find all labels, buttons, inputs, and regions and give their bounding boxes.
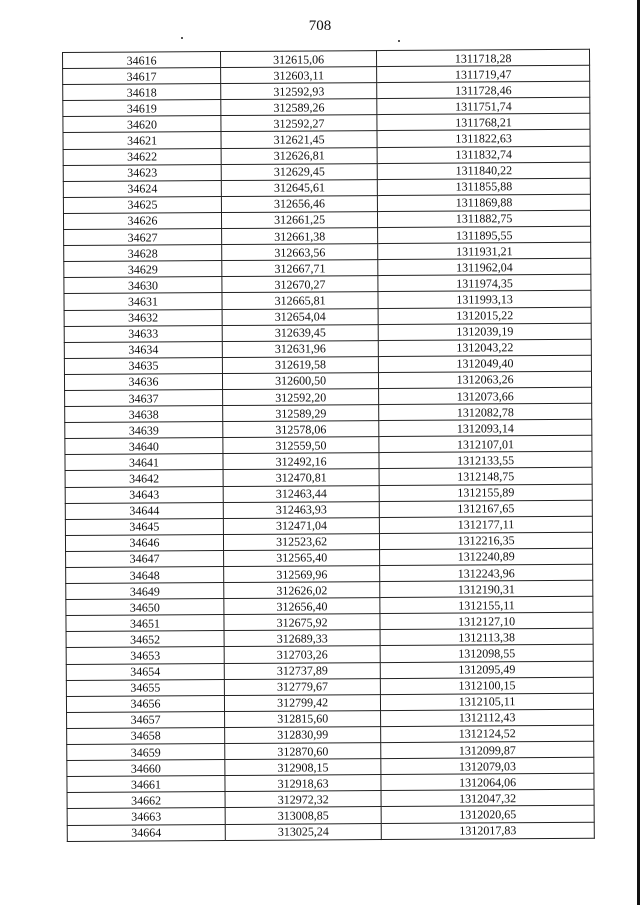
x-coordinate-cell: 312626,81	[221, 147, 377, 164]
y-coordinate-cell: 1311822,63	[377, 130, 590, 147]
x-coordinate-cell: 312670,27	[222, 276, 378, 293]
point-number-cell: 34623	[63, 164, 221, 181]
x-coordinate-cell: 312830,99	[225, 727, 381, 744]
point-number-cell: 34651	[66, 615, 224, 632]
point-number-cell: 34655	[66, 679, 224, 696]
x-coordinate-cell: 312631,96	[222, 340, 378, 357]
point-number-cell: 34658	[67, 727, 225, 744]
y-coordinate-cell: 1311751,74	[377, 98, 590, 115]
x-coordinate-cell: 312908,15	[225, 759, 381, 776]
y-coordinate-cell: 1312216,35	[380, 532, 593, 549]
x-coordinate-cell: 312663,56	[222, 244, 378, 261]
x-coordinate-cell: 313008,85	[225, 807, 381, 824]
point-number-cell: 34617	[63, 68, 221, 85]
x-coordinate-cell: 312629,45	[221, 163, 377, 180]
y-coordinate-cell: 1312107,01	[379, 436, 592, 453]
point-number-cell: 34629	[64, 261, 222, 278]
x-coordinate-cell: 312589,26	[221, 99, 377, 116]
point-number-cell: 34624	[63, 180, 221, 197]
point-number-cell: 34641	[65, 454, 223, 471]
page-number: 708	[308, 18, 332, 34]
point-number-cell: 34632	[64, 309, 222, 326]
point-number-cell: 34635	[64, 357, 222, 374]
point-number-cell: 34649	[66, 583, 224, 600]
y-coordinate-cell: 1312064,06	[381, 773, 594, 790]
point-number-cell: 34642	[65, 470, 223, 487]
y-coordinate-cell: 1312093,14	[379, 419, 592, 436]
point-number-cell: 34627	[64, 229, 222, 246]
y-coordinate-cell: 1311962,04	[378, 258, 591, 275]
x-coordinate-cell: 312463,44	[223, 485, 379, 502]
x-coordinate-cell: 312569,96	[224, 566, 380, 583]
y-coordinate-cell: 1311855,88	[377, 178, 590, 195]
y-coordinate-cell: 1311895,55	[378, 226, 591, 243]
x-coordinate-cell: 312463,93	[223, 501, 379, 518]
x-coordinate-cell: 312619,58	[222, 356, 378, 373]
point-number-cell: 34633	[64, 325, 222, 342]
y-coordinate-cell: 1312167,65	[379, 500, 592, 517]
y-coordinate-cell: 1312017,83	[381, 822, 594, 839]
y-coordinate-cell: 1312113,38	[380, 629, 593, 646]
y-coordinate-cell: 1311882,75	[378, 210, 591, 227]
x-coordinate-cell: 312779,67	[224, 678, 380, 695]
point-number-cell: 34652	[66, 631, 224, 648]
y-coordinate-cell: 1311840,22	[377, 162, 590, 179]
x-coordinate-cell: 312470,81	[223, 469, 379, 486]
point-number-cell: 34661	[67, 776, 225, 793]
point-number-cell: 34630	[64, 277, 222, 294]
y-coordinate-cell: 1311718,28	[377, 49, 590, 66]
y-coordinate-cell: 1311719,47	[377, 65, 590, 82]
x-coordinate-cell: 312615,06	[221, 51, 377, 68]
point-number-cell: 34621	[63, 132, 221, 149]
x-coordinate-cell: 312589,29	[223, 405, 379, 422]
point-number-cell: 34636	[64, 373, 222, 390]
x-coordinate-cell: 312592,20	[223, 389, 379, 406]
point-number-cell: 34619	[63, 100, 221, 117]
point-number-cell: 34631	[64, 293, 222, 310]
point-number-cell: 34660	[67, 760, 225, 777]
y-coordinate-cell: 1312155,89	[379, 484, 592, 501]
x-coordinate-cell: 312645,61	[221, 179, 377, 196]
y-coordinate-cell: 1312020,65	[381, 806, 594, 823]
x-coordinate-cell: 312592,27	[221, 115, 377, 132]
x-coordinate-cell: 312471,04	[223, 517, 379, 534]
x-coordinate-cell: 312559,50	[223, 437, 379, 454]
x-coordinate-cell: 312654,04	[222, 308, 378, 325]
x-coordinate-cell: 312799,42	[224, 694, 380, 711]
y-coordinate-cell: 1312105,11	[381, 693, 594, 710]
coordinates-table-body	[63, 49, 595, 841]
point-number-cell: 34653	[66, 647, 224, 664]
point-number-cell: 34626	[63, 212, 221, 229]
y-coordinate-cell: 1312079,03	[381, 757, 594, 774]
point-number-cell: 34645	[65, 518, 223, 535]
x-coordinate-cell: 312603,11	[221, 67, 377, 84]
x-coordinate-cell: 312661,25	[221, 212, 377, 229]
x-coordinate-cell: 312972,32	[225, 791, 381, 808]
y-coordinate-cell: 1311832,74	[377, 146, 590, 163]
x-coordinate-cell: 312592,93	[221, 83, 377, 100]
point-number-cell: 34643	[65, 486, 223, 503]
point-number-cell: 34618	[63, 84, 221, 101]
x-coordinate-cell: 312656,46	[221, 195, 377, 212]
y-coordinate-cell: 1311931,21	[378, 242, 591, 259]
point-number-cell: 34663	[67, 808, 225, 825]
point-number-cell: 34620	[63, 116, 221, 133]
y-coordinate-cell: 1312127,10	[380, 613, 593, 630]
y-coordinate-cell: 1312190,31	[380, 580, 593, 597]
y-coordinate-cell: 1312148,75	[379, 468, 592, 485]
y-coordinate-cell: 1312243,96	[380, 564, 593, 581]
x-coordinate-cell: 312661,38	[222, 228, 378, 245]
y-coordinate-cell: 1311974,35	[378, 275, 591, 292]
scan-speck	[398, 40, 400, 42]
x-coordinate-cell: 312689,33	[224, 630, 380, 647]
y-coordinate-cell: 1312047,32	[381, 790, 594, 807]
y-coordinate-cell: 1312124,52	[381, 725, 594, 742]
y-coordinate-cell: 1312082,78	[379, 403, 592, 420]
x-coordinate-cell: 312656,40	[224, 598, 380, 615]
y-coordinate-cell: 1311993,13	[378, 291, 591, 308]
y-coordinate-cell: 1312043,22	[378, 339, 591, 356]
point-number-cell: 34648	[66, 567, 224, 584]
point-number-cell: 34647	[66, 550, 224, 567]
x-coordinate-cell: 312621,45	[221, 131, 377, 148]
x-coordinate-cell: 312523,62	[223, 533, 379, 550]
point-number-cell: 34662	[67, 792, 225, 809]
y-coordinate-cell: 1312049,40	[379, 355, 592, 372]
y-coordinate-cell: 1312073,66	[379, 387, 592, 404]
point-number-cell: 34622	[63, 148, 221, 165]
y-coordinate-cell: 1312098,55	[380, 645, 593, 662]
x-coordinate-cell: 312737,89	[224, 662, 380, 679]
x-coordinate-cell: 312667,71	[222, 260, 378, 277]
x-coordinate-cell: 312626,02	[224, 582, 380, 599]
y-coordinate-cell: 1312155,11	[380, 596, 593, 613]
point-number-cell: 34657	[67, 711, 225, 728]
y-coordinate-cell: 1312039,19	[378, 323, 591, 340]
point-number-cell: 34646	[65, 534, 223, 551]
x-coordinate-cell: 312492,16	[223, 453, 379, 470]
point-number-cell: 34625	[63, 196, 221, 213]
point-number-cell: 34644	[65, 502, 223, 519]
x-coordinate-cell: 312870,60	[225, 743, 381, 760]
coordinates-table	[62, 49, 595, 842]
y-coordinate-cell: 1312177,11	[380, 516, 593, 533]
point-number-cell: 34640	[65, 438, 223, 455]
point-number-cell: 34639	[65, 422, 223, 439]
point-number-cell: 34654	[66, 663, 224, 680]
y-coordinate-cell: 1312015,22	[378, 307, 591, 324]
point-number-cell: 34616	[63, 52, 221, 69]
x-coordinate-cell: 312578,06	[223, 421, 379, 438]
point-number-cell: 34659	[67, 744, 225, 761]
y-coordinate-cell: 1311869,88	[378, 194, 591, 211]
point-number-cell: 34638	[65, 406, 223, 423]
x-coordinate-cell: 313025,24	[225, 823, 381, 840]
table-row	[67, 822, 594, 841]
scan-speck	[181, 37, 183, 39]
x-coordinate-cell: 312600,50	[222, 372, 378, 389]
y-coordinate-cell: 1312100,15	[381, 677, 594, 694]
x-coordinate-cell: 312675,92	[224, 614, 380, 631]
x-coordinate-cell: 312639,45	[222, 324, 378, 341]
x-coordinate-cell: 312565,40	[224, 549, 380, 566]
x-coordinate-cell: 312703,26	[224, 646, 380, 663]
y-coordinate-cell: 1311768,21	[377, 114, 590, 131]
point-number-cell: 34628	[64, 245, 222, 262]
y-coordinate-cell: 1312133,55	[379, 452, 592, 469]
point-number-cell: 34634	[64, 341, 222, 358]
y-coordinate-cell: 1312063,26	[379, 371, 592, 388]
x-coordinate-cell: 312918,63	[225, 775, 381, 792]
x-coordinate-cell: 312665,81	[222, 292, 378, 309]
y-coordinate-cell: 1312099,87	[381, 741, 594, 758]
y-coordinate-cell: 1312240,89	[380, 548, 593, 565]
point-number-cell: 34656	[66, 695, 224, 712]
x-coordinate-cell: 312815,60	[225, 710, 381, 727]
point-number-cell: 34650	[66, 599, 224, 616]
point-number-cell: 34637	[65, 389, 223, 406]
point-number-cell: 34664	[67, 824, 225, 841]
y-coordinate-cell: 1311728,46	[377, 81, 590, 98]
y-coordinate-cell: 1312095,49	[380, 661, 593, 678]
y-coordinate-cell: 1312112,43	[381, 709, 594, 726]
